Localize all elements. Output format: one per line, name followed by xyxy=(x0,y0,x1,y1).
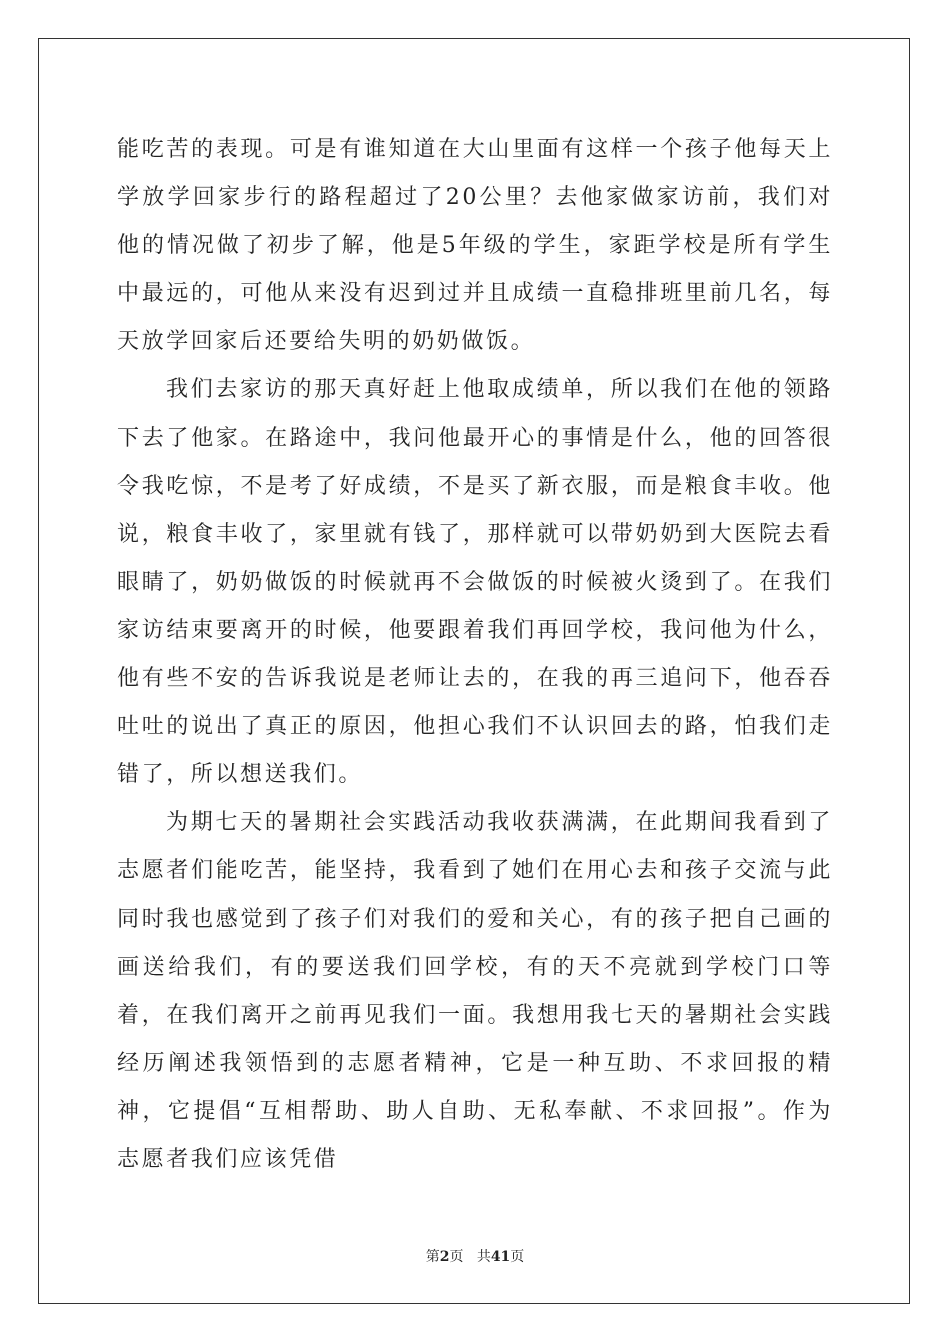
paragraph-home-visit: 我们去家访的那天真好赶上他取成绩单，所以我们在他的领路下去了他家。在路途中，我问他最开心的事情是什么，他的回答很令我吃惊，不是考了好成绩，不是买了新衣服，而是粮食丰收。他说，粮食丰收了，家里就有钱了，那样就可以带奶奶到大医院去看眼睛了，奶奶做饭的时候就再不会做饭的时候被火烫到了。在我们家访结束要离开的时候，他要跟着我们再回学校，我问他为什么，他有些不安的告诉我说是老师让去的，在我的再三追问下，他吞吞吐吐的说出了真正的原因，他担心我们不认识回去的路，怕我们走错了，所以想送我们。 xyxy=(117,377,833,788)
page-label-suffix: 页 xyxy=(449,1249,464,1265)
page-label-prefix: 第 xyxy=(425,1249,440,1265)
paragraph-continuation: 能吃苦的表现。可是有谁知道在大山里面有这样一个孩子他每天上学放学回家步行的路程超过了20公里？去他家做家访前，我们对他的情况做了初步了解，他是5年级的学生，家距学校是所有学生中最远的，可他从来没有迟到过并且成绩一直稳排班里前几名，每天放学回家后还要给失明的奶奶做饭。 xyxy=(117,137,833,355)
total-page-count: 41 xyxy=(490,1249,511,1265)
total-label-suffix: 页 xyxy=(510,1249,525,1265)
document-body xyxy=(117,126,833,1184)
page-footer xyxy=(0,1246,950,1266)
total-label-prefix: 共 xyxy=(476,1249,491,1265)
paragraph-summary: 为期七天的暑期社会实践活动我收获满满，在此期间我看到了志愿者们能吃苦，能坚持，我看到了她们在用心去和孩子交流与此同时我也感觉到了孩子们对我们的爱和关心，有的孩子把自己画的画送给我们，有的要送我们回学校，有的天不亮就到学校门口等着，在我们离开之前再见我们一面。我想用我七天的暑期社会实践经历阐述我领悟到的志愿者精神，它是一种互助、不求回报的精神，它提倡“互相帮助、助人自助、无私奉献、不求回报”。作为志愿者我们应该凭借 xyxy=(117,810,833,1172)
current-page-number: 2 xyxy=(439,1249,450,1265)
